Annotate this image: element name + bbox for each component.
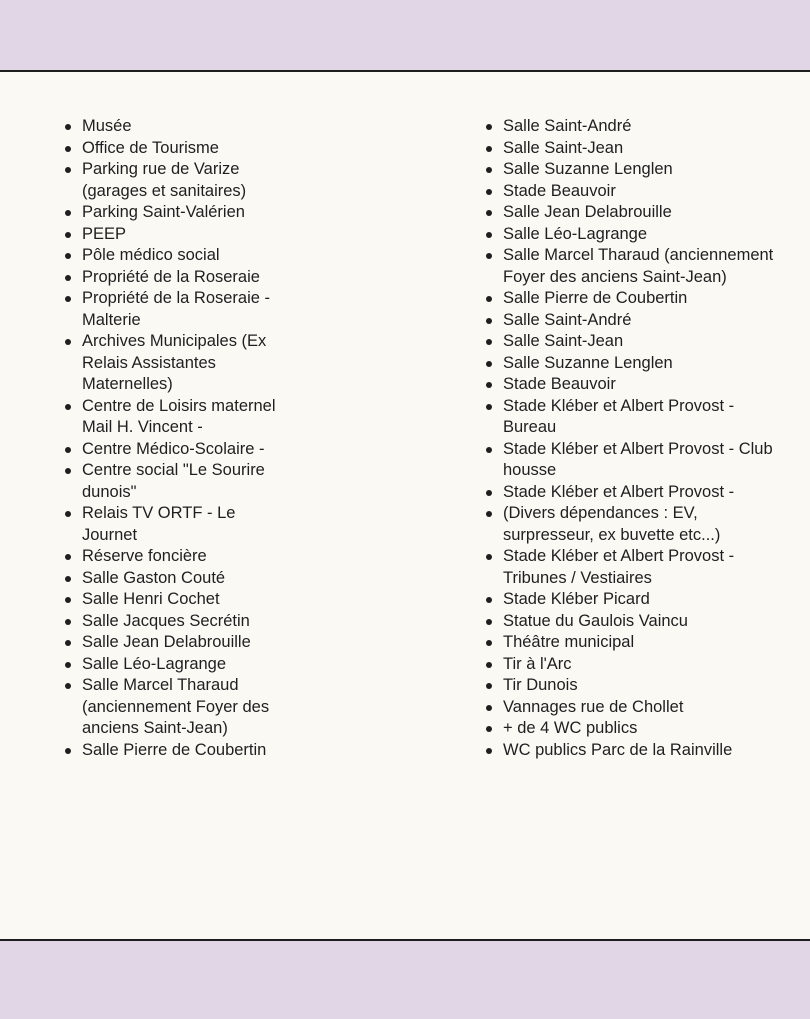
- list-item: Salle Marcel Tharaud (anciennement Foyer des anciens Saint-Jean): [64, 675, 279, 740]
- list-item: Centre Médico-Scolaire -: [64, 439, 279, 461]
- list-item: Centre social "Le Sourire dunois": [64, 460, 279, 503]
- list-item: (Divers dépendances : EV, surpresseur, ex buvette etc...): [485, 503, 775, 546]
- content-panel: [0, 70, 810, 941]
- list-item: Centre de Loisirs maternel Mail H. Vincent -: [64, 396, 279, 439]
- left-column-list: [64, 116, 279, 761]
- list-item: Salle Suzanne Lenglen: [485, 353, 775, 375]
- list-item: Salle Pierre de Coubertin: [64, 740, 279, 762]
- list-item: Salle Saint-André: [485, 310, 775, 332]
- list-item: Salle Léo-Lagrange: [485, 224, 775, 246]
- list-item: Vannages rue de Chollet: [485, 697, 775, 719]
- list-item: Stade Kléber et Albert Provost - Club housse: [485, 439, 775, 482]
- list-item: Salle Pierre de Coubertin: [485, 288, 775, 310]
- list-item: Stade Beauvoir: [485, 374, 775, 396]
- list-item: Propriété de la Roseraie - Malterie: [64, 288, 279, 331]
- bottom-band: [0, 943, 810, 1019]
- list-item: Salle Saint-André: [485, 116, 775, 138]
- list-item: Salle Gaston Couté: [64, 568, 279, 590]
- list-item: Salle Suzanne Lenglen: [485, 159, 775, 181]
- list-item: Parking rue de Varize (garages et sanitaires): [64, 159, 279, 202]
- list-item: Salle Henri Cochet: [64, 589, 279, 611]
- list-item: Salle Marcel Tharaud (anciennement Foyer des anciens Saint-Jean): [485, 245, 775, 288]
- list-item: + de 4 WC publics: [485, 718, 775, 740]
- list-item: Parking Saint-Valérien: [64, 202, 279, 224]
- list-item: PEEP: [64, 224, 279, 246]
- list-item: Musée: [64, 116, 279, 138]
- list-item: Statue du Gaulois Vaincu: [485, 611, 775, 633]
- list-item: Stade Beauvoir: [485, 181, 775, 203]
- list-item: Salle Jean Delabrouille: [485, 202, 775, 224]
- list-item: Stade Kléber et Albert Provost -: [485, 482, 775, 504]
- list-item: Salle Saint-Jean: [485, 331, 775, 353]
- list-item: Relais TV ORTF - Le Journet: [64, 503, 279, 546]
- list-item: Salle Jacques Secrétin: [64, 611, 279, 633]
- list-item: Stade Kléber et Albert Provost - Bureau: [485, 396, 775, 439]
- list-item: Salle Saint-Jean: [485, 138, 775, 160]
- list-item: Pôle médico social: [64, 245, 279, 267]
- list-item: Tir à l'Arc: [485, 654, 775, 676]
- list-item: Office de Tourisme: [64, 138, 279, 160]
- list-item: Salle Léo-Lagrange: [64, 654, 279, 676]
- list-item: Stade Kléber Picard: [485, 589, 775, 611]
- list-item: Archives Municipales (Ex Relais Assistantes Maternelles): [64, 331, 279, 396]
- list-item: Salle Jean Delabrouille: [64, 632, 279, 654]
- list-item: Propriété de la Roseraie: [64, 267, 279, 289]
- list-item: Théâtre municipal: [485, 632, 775, 654]
- right-column-list: [485, 116, 775, 761]
- list-item: Stade Kléber et Albert Provost - Tribunes / Vestiaires: [485, 546, 775, 589]
- top-band: [0, 0, 810, 70]
- list-item: Tir Dunois: [485, 675, 775, 697]
- list-item: WC publics Parc de la Rainville: [485, 740, 775, 762]
- list-item: Réserve foncière: [64, 546, 279, 568]
